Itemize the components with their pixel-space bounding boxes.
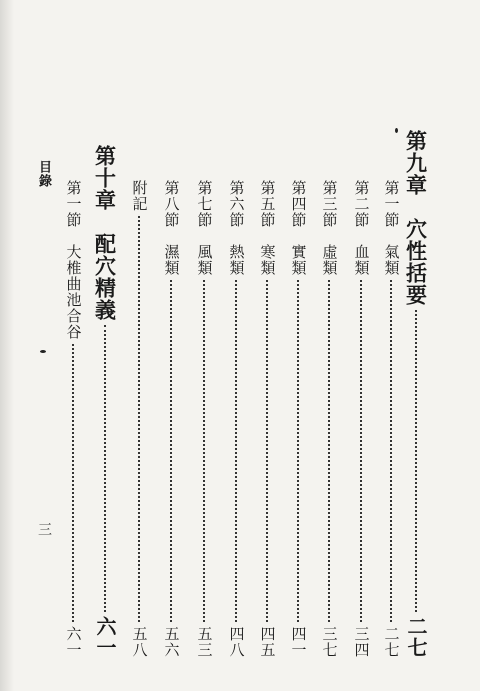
toc-section: 第一節 大椎曲池合谷 六一	[64, 180, 83, 658]
ink-mark	[40, 350, 46, 353]
dot-leader	[203, 280, 205, 622]
dot-leader	[415, 310, 417, 612]
toc-section: 第五節 寒類 四五	[258, 180, 277, 658]
page-ref: 二七	[404, 616, 428, 658]
chapter-title: 第九章 穴性括要	[403, 130, 429, 306]
toc-section: 第七節 風類 五三	[195, 180, 214, 658]
toc-section: 第三節 虛類 三七	[320, 180, 339, 658]
page-edge-shadow	[0, 0, 14, 691]
toc-chapter-10	[90, 145, 120, 658]
toc-section: 第六節 熱類 四八	[227, 180, 246, 658]
dot-leader	[138, 216, 140, 622]
running-head: 目錄	[36, 160, 51, 188]
chapter-title: 第十章 配穴精義	[92, 145, 118, 321]
dot-leader	[72, 344, 74, 622]
page-ref: 六一	[93, 616, 117, 658]
dot-leader	[360, 280, 362, 622]
dot-leader	[266, 280, 268, 622]
toc-section: 第四節 實類 四一	[289, 180, 308, 658]
page-number: 三	[36, 522, 52, 537]
toc-section: 第二節 血類 三四	[352, 180, 371, 658]
ink-mark	[395, 128, 398, 133]
toc-appendix: 附記 五八	[130, 180, 149, 658]
dot-leader	[297, 280, 299, 622]
dot-leader	[170, 280, 172, 622]
dot-leader	[104, 325, 106, 612]
toc-section: 第一節 氣類 二七	[382, 180, 401, 658]
toc-chapter-9	[400, 130, 432, 658]
dot-leader	[235, 280, 237, 622]
dot-leader	[390, 280, 392, 622]
dot-leader	[328, 280, 330, 622]
toc-section: 第八節 濕類 五六	[162, 180, 181, 658]
